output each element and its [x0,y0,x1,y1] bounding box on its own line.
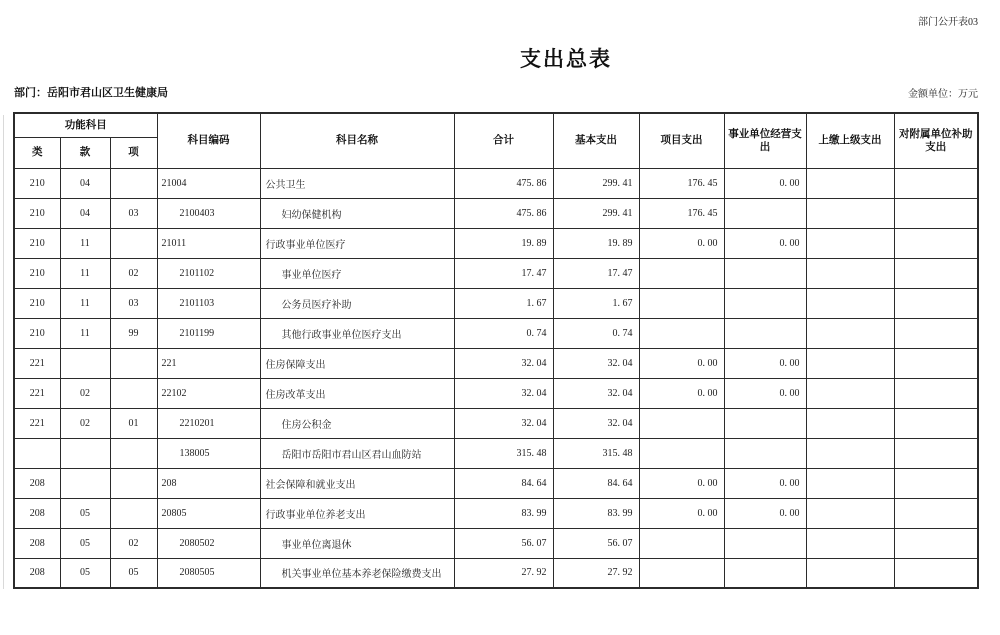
cell-item [110,498,157,528]
cell-code: 2100403 [157,198,260,228]
cell-name: 事业单位离退休 [260,528,454,558]
table-row [14,318,978,348]
cell-operating [724,528,806,558]
cell-project [639,408,724,438]
cell-name: 社会保障和就业支出 [260,468,454,498]
cell-name: 行政事业单位医疗 [260,228,454,258]
cell-code: 2101199 [157,318,260,348]
header-project: 项目支出 [639,113,724,168]
cell-operating [724,258,806,288]
cell-total: 27. 92 [454,558,553,588]
cell-operating: 0. 00 [724,378,806,408]
cell-class [14,438,60,468]
cell-operating [724,288,806,318]
table-row [14,498,978,528]
cell-operating [724,318,806,348]
cell-upper [806,528,894,558]
table-header [14,113,978,168]
cell-basic: 27. 92 [553,558,639,588]
table-row [14,258,978,288]
cell-section: 11 [60,288,110,318]
cell-subsidy [894,288,978,318]
cell-subsidy [894,528,978,558]
table-row [14,288,978,318]
cell-item: 05 [110,558,157,588]
cell-basic: 299. 41 [553,198,639,228]
cell-subsidy [894,438,978,468]
cell-operating: 0. 00 [724,498,806,528]
cell-item: 02 [110,258,157,288]
cell-basic: 83. 99 [553,498,639,528]
cell-basic: 32. 04 [553,348,639,378]
cell-code: 21011 [157,228,260,258]
cell-project: 0. 00 [639,498,724,528]
table-row [14,438,978,468]
cell-project: 0. 00 [639,348,724,378]
cell-basic: 0. 74 [553,318,639,348]
cell-project: 176. 45 [639,198,724,228]
cell-name: 住房改革支出 [260,378,454,408]
meta-row [14,84,978,100]
cell-operating: 0. 00 [724,228,806,258]
cell-code: 2210201 [157,408,260,438]
cell-total: 84. 64 [454,468,553,498]
cell-section: 11 [60,228,110,258]
cell-basic: 84. 64 [553,468,639,498]
department-label: 部门：岳阳市君山区卫生健康局 [14,87,168,99]
cell-class: 210 [14,288,60,318]
cell-item [110,438,157,468]
cell-basic: 19. 89 [553,228,639,258]
cell-project: 0. 00 [639,468,724,498]
page-edge-artifact [3,115,4,589]
header-subsidy: 对附属单位补助支出 [894,113,978,168]
cell-subsidy [894,408,978,438]
cell-section [60,348,110,378]
cell-subsidy [894,318,978,348]
cell-class: 208 [14,468,60,498]
cell-class: 208 [14,558,60,588]
cell-upper [806,228,894,258]
cell-upper [806,168,894,198]
cell-section: 05 [60,528,110,558]
cell-item [110,378,157,408]
table-row [14,378,978,408]
cell-section: 11 [60,258,110,288]
cell-class: 221 [14,348,60,378]
cell-operating [724,438,806,468]
header-upper: 上缴上级支出 [806,113,894,168]
cell-upper [806,558,894,588]
cell-project: 0. 00 [639,378,724,408]
header-section: 款 [60,137,110,168]
cell-basic: 32. 04 [553,408,639,438]
cell-subsidy [894,378,978,408]
cell-project: 176. 45 [639,168,724,198]
cell-section: 04 [60,168,110,198]
cell-total: 17. 47 [454,258,553,288]
cell-item [110,348,157,378]
cell-class: 221 [14,408,60,438]
cell-operating [724,198,806,228]
cell-class: 210 [14,258,60,288]
cell-upper [806,468,894,498]
cell-class: 210 [14,228,60,258]
header-class: 类 [14,137,60,168]
cell-operating: 0. 00 [724,168,806,198]
cell-upper [806,258,894,288]
cell-name: 公务员医疗补助 [260,288,454,318]
expenditure-table [13,112,979,589]
cell-section: 11 [60,318,110,348]
cell-total: 0. 74 [454,318,553,348]
cell-item [110,468,157,498]
cell-basic: 1. 67 [553,288,639,318]
cell-basic: 17. 47 [553,258,639,288]
cell-total: 315. 48 [454,438,553,468]
cell-basic: 299. 41 [553,168,639,198]
cell-code: 208 [157,468,260,498]
cell-class: 221 [14,378,60,408]
cell-item: 02 [110,528,157,558]
cell-upper [806,348,894,378]
cell-class: 210 [14,168,60,198]
cell-code: 2101102 [157,258,260,288]
table-row [14,468,978,498]
cell-section [60,438,110,468]
table-row [14,408,978,438]
cell-item: 01 [110,408,157,438]
cell-total: 1. 67 [454,288,553,318]
cell-code: 22102 [157,378,260,408]
cell-subsidy [894,198,978,228]
cell-class: 208 [14,528,60,558]
cell-code: 2080502 [157,528,260,558]
cell-section: 04 [60,198,110,228]
header-item: 项 [110,137,157,168]
table-row [14,528,978,558]
cell-name: 妇幼保健机构 [260,198,454,228]
cell-section [60,468,110,498]
cell-code: 138005 [157,438,260,468]
cell-total: 32. 04 [454,408,553,438]
header-function-group: 功能科目 [14,113,157,137]
cell-class: 210 [14,198,60,228]
cell-name: 其他行政事业单位医疗支出 [260,318,454,348]
header-basic: 基本支出 [553,113,639,168]
header-code: 科目编码 [157,113,260,168]
cell-operating: 0. 00 [724,468,806,498]
cell-item [110,228,157,258]
cell-upper [806,498,894,528]
cell-code: 221 [157,348,260,378]
cell-project: 0. 00 [639,228,724,258]
cell-section: 05 [60,558,110,588]
cell-subsidy [894,258,978,288]
table-body [14,168,978,588]
table-row [14,228,978,258]
cell-subsidy [894,468,978,498]
cell-basic: 56. 07 [553,528,639,558]
table-row [14,168,978,198]
cell-section: 02 [60,378,110,408]
cell-class: 210 [14,318,60,348]
cell-item: 03 [110,288,157,318]
cell-project [639,528,724,558]
cell-basic: 32. 04 [553,378,639,408]
cell-subsidy [894,168,978,198]
cell-upper [806,288,894,318]
cell-name: 机关事业单位基本养老保险缴费支出 [260,558,454,588]
cell-code: 20805 [157,498,260,528]
cell-project [639,258,724,288]
cell-total: 475. 86 [454,168,553,198]
sheet-number-label: 部门公开表03 [918,17,978,28]
cell-total: 19. 89 [454,228,553,258]
header-total: 合计 [454,113,553,168]
table-row [14,198,978,228]
cell-upper [806,378,894,408]
cell-name: 住房公积金 [260,408,454,438]
cell-item: 99 [110,318,157,348]
cell-subsidy [894,228,978,258]
cell-section: 02 [60,408,110,438]
cell-item [110,168,157,198]
cell-project [639,318,724,348]
cell-project [639,438,724,468]
table-row [14,348,978,378]
cell-name: 岳阳市岳阳市君山区君山血防站 [260,438,454,468]
cell-upper [806,408,894,438]
cell-operating: 0. 00 [724,348,806,378]
cell-name: 住房保障支出 [260,348,454,378]
table-row [14,558,978,588]
cell-upper [806,318,894,348]
page-title: 支出总表 [520,48,612,71]
cell-total: 32. 04 [454,378,553,408]
cell-subsidy [894,498,978,528]
cell-project [639,288,724,318]
cell-upper [806,198,894,228]
cell-total: 475. 86 [454,198,553,228]
cell-code: 2101103 [157,288,260,318]
cell-project [639,558,724,588]
amount-unit-label: 金额单位：万元 [908,89,978,100]
cell-total: 83. 99 [454,498,553,528]
cell-code: 2080505 [157,558,260,588]
cell-basic: 315. 48 [553,438,639,468]
cell-item: 03 [110,198,157,228]
cell-class: 208 [14,498,60,528]
header-operating: 事业单位经营支出 [724,113,806,168]
cell-subsidy [894,558,978,588]
cell-subsidy [894,348,978,378]
header-name: 科目名称 [260,113,454,168]
cell-name: 行政事业单位养老支出 [260,498,454,528]
cell-section: 05 [60,498,110,528]
cell-total: 32. 04 [454,348,553,378]
cell-name: 公共卫生 [260,168,454,198]
cell-operating [724,408,806,438]
cell-operating [724,558,806,588]
cell-code: 21004 [157,168,260,198]
cell-total: 56. 07 [454,528,553,558]
cell-name: 事业单位医疗 [260,258,454,288]
cell-upper [806,438,894,468]
